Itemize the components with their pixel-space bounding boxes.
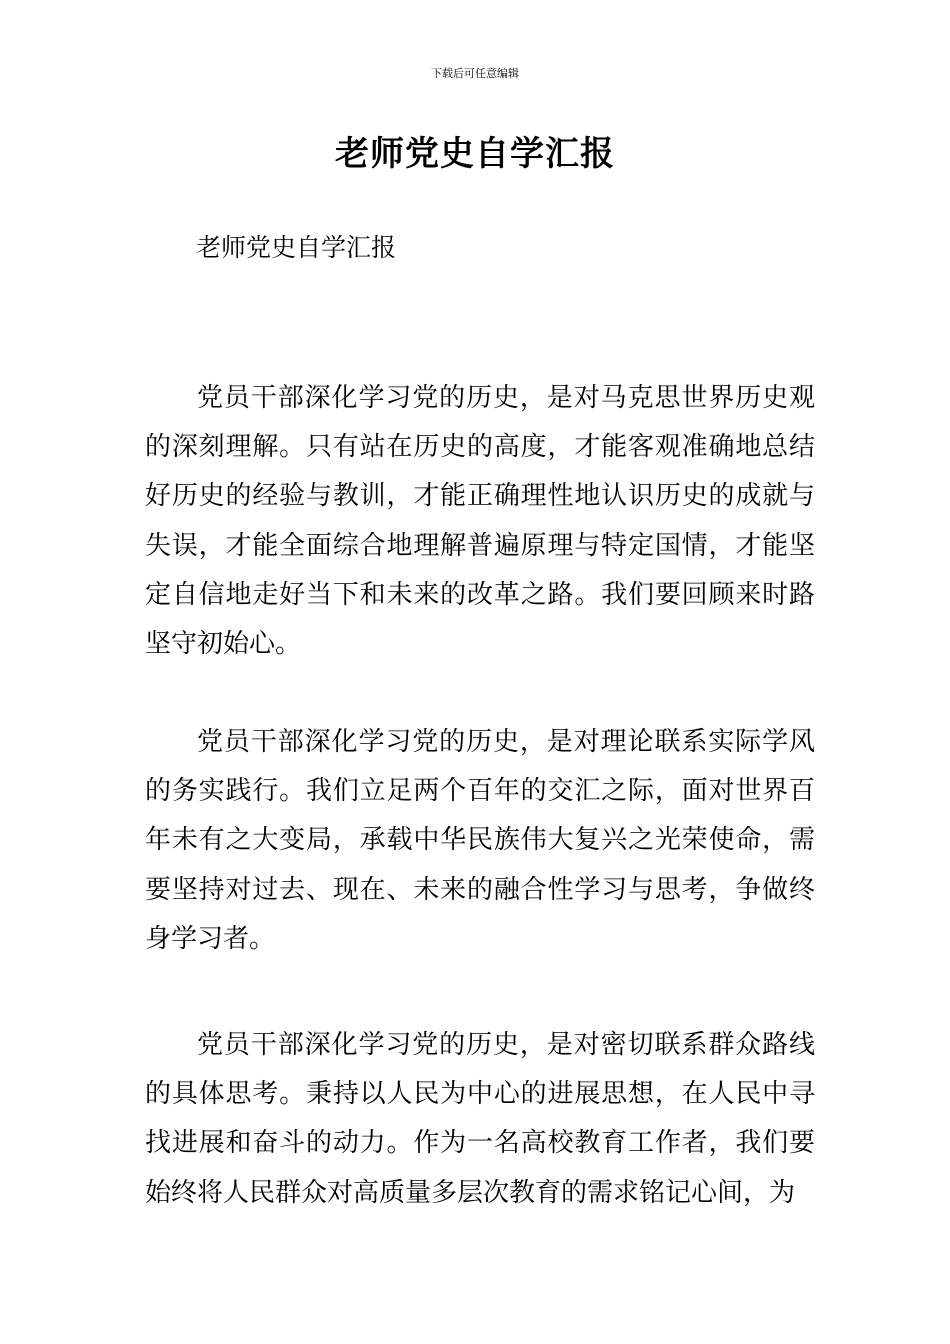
- header-note: 下载后可任意编辑: [431, 67, 519, 80]
- body-paragraph: 党员干部深化学习党的历史，是对密切联系群众路线的具体思考。秉持以人民为中心的进展思想，在人民中寻找进展和奋斗的动力。作为一名高校教育工作者，我们要始终将人民群众对高质量多层次教育的需求铭记心间，为: [145, 1030, 815, 1208]
- body-paragraph: 党员干部深化学习党的历史，是对理论联系实际学风的务实践行。我们立足两个百年的交汇之际，面对世界百年未有之大变局，承载中华民族伟大复兴之光荣使命，需要坚持对过去、现在、未来的融合性学习与思考，争做终身学习者。: [145, 727, 815, 954]
- document-title: 老师党史自学汇报: [335, 134, 615, 174]
- body-paragraph: 党员干部深化学习党的历史，是对马克思世界历史观的深刻理解。只有站在历史的高度，才能客观准确地总结好历史的经验与教训，才能正确理性地认识历史的成就与失误，才能全面综合地理解普遍原理与特定国情，才能坚定自信地走好当下和未来的改革之路。我们要回顾来时路坚守初始心。: [145, 383, 815, 660]
- document-subtitle: 老师党史自学汇报: [196, 233, 397, 262]
